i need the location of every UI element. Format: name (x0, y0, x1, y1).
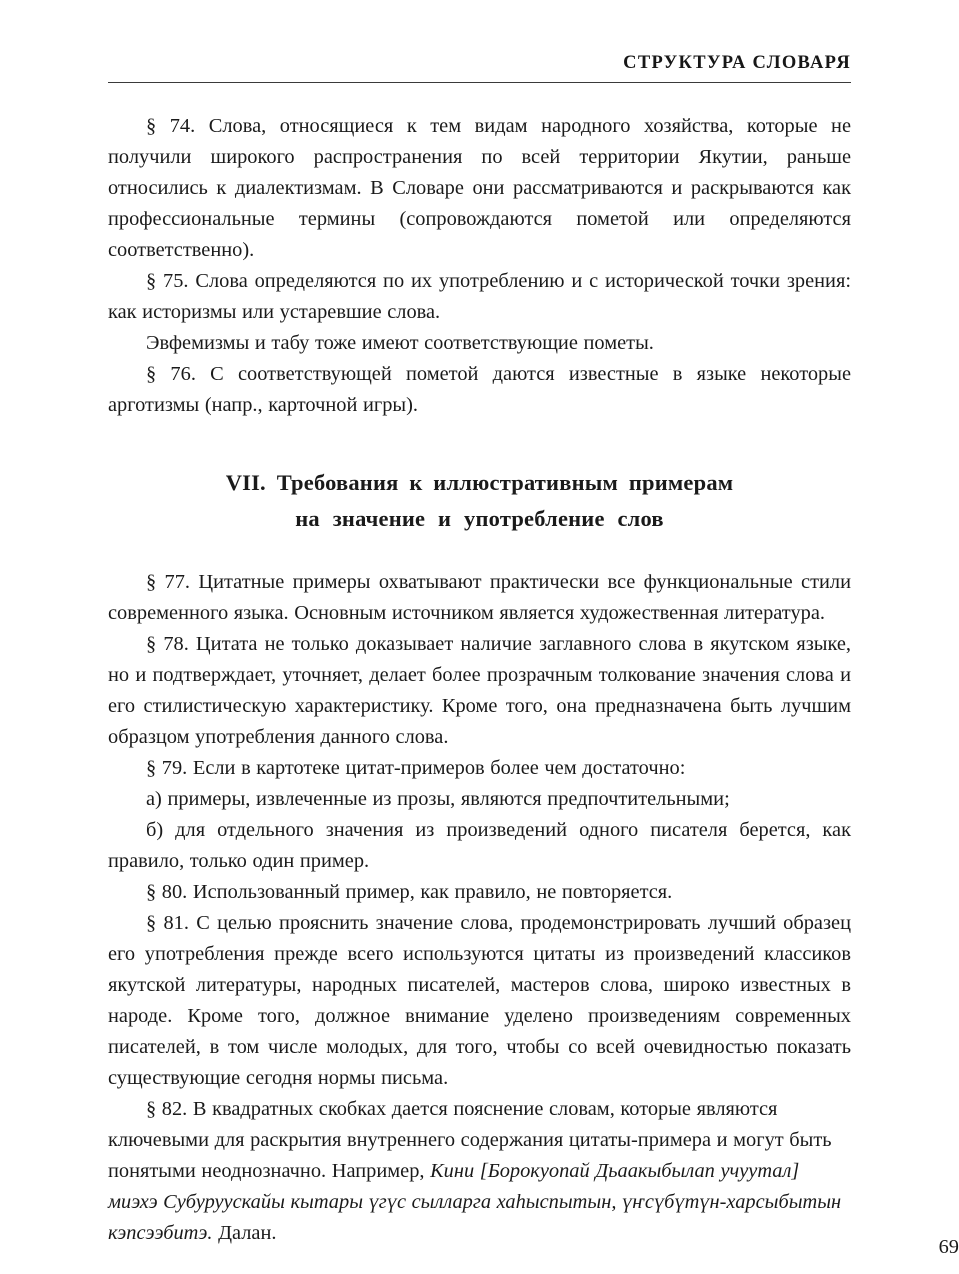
paragraph-75: § 75. Слова определяются по их употреблению и с исторической точки зрения: как историзмы или устаревшие слова. (108, 270, 851, 324)
paragraph-77: § 77. Цитатные примеры охватывают практически все функциональные стили современного языка. Основным источником является художественная литература. (108, 571, 851, 625)
running-head: СТРУКТУРА СЛОВАРЯ (623, 53, 851, 73)
list-item-79-b: б) для отдельного значения из произведений одного писателя берется, как правило, только один пример. (108, 819, 851, 873)
paragraph-82-example-quote: Кини [Борокуопай Дьаакыбылап учуутал] миэхэ Субуруускайы кытары үгүс сылларга хаһыспытын, үҥсүбүтүн-харсыбытын кэпсээбитэ. (108, 1160, 842, 1245)
paragraph-81: § 81. С целью прояснить значение слова, продемонстрировать лучший образец его употребления прежде всего используются цитаты из произведений классиков якутской литературы, народных писателей, мастеров слова, широко известных в народе. Кроме того, должное внимание уделено произведениям современных писателей, в том числе молодых, для того, чтобы со всей очевидностью показать существующие сегодня нормы письма. (108, 912, 851, 1090)
paragraph-79: § 79. Если в картотеке цитат-примеров более чем достаточно: (146, 757, 686, 780)
paragraph-82-example-source: Далан. (212, 1222, 277, 1245)
list-item-79-a: а) примеры, извлеченные из прозы, являются предпочтительными; (146, 788, 730, 811)
paragraph-82 (108, 1094, 851, 1249)
section-heading-line-1: VII. Требования к иллюстративным примерам (225, 470, 734, 496)
page-number: 69 (938, 1236, 959, 1258)
paragraph-80: § 80. Использованный пример, как правило, не повторяется. (146, 881, 673, 904)
body-text (108, 111, 851, 1249)
paragraph-74: § 74. Слова, относящиеся к тем видам народного хозяйства, которые не получили широкого распространения по всей территории Якутии, раньше относились к диалектизмам. В Словаре они рассматриваются и раскрываются как профессиональные термины (сопровождаются пометой или определяются соответственно). (108, 115, 851, 262)
header-rule (108, 82, 851, 83)
paragraph-82-lead: § 82. В квадратных скобках дается пояснение словам, которые являются ключевыми для раскрытия внутреннего содержания цитаты-примера и могут быть понятыми неоднозначно. Например, (108, 1098, 832, 1183)
paragraph-78: § 78. Цитата не только доказывает наличие заглавного слова в якутском языке, но и подтверждает, уточняет, делает более прозрачным толкование значения слова и его стилистическую характеристику. Кроме того, она предназначена быть лучшим образцом употребления данного слова. (108, 633, 851, 749)
paragraph-75b: Эвфемизмы и табу тоже имеют соответствующие пометы. (146, 332, 654, 355)
page-content (108, 52, 959, 1258)
section-heading-vii (108, 465, 851, 537)
paragraph-76: § 76. С соответствующей пометой даются известные в языке некоторые арготизмы (напр., карточной игры). (108, 363, 851, 417)
section-heading-line-2: на значение и употребление слов (295, 506, 664, 532)
